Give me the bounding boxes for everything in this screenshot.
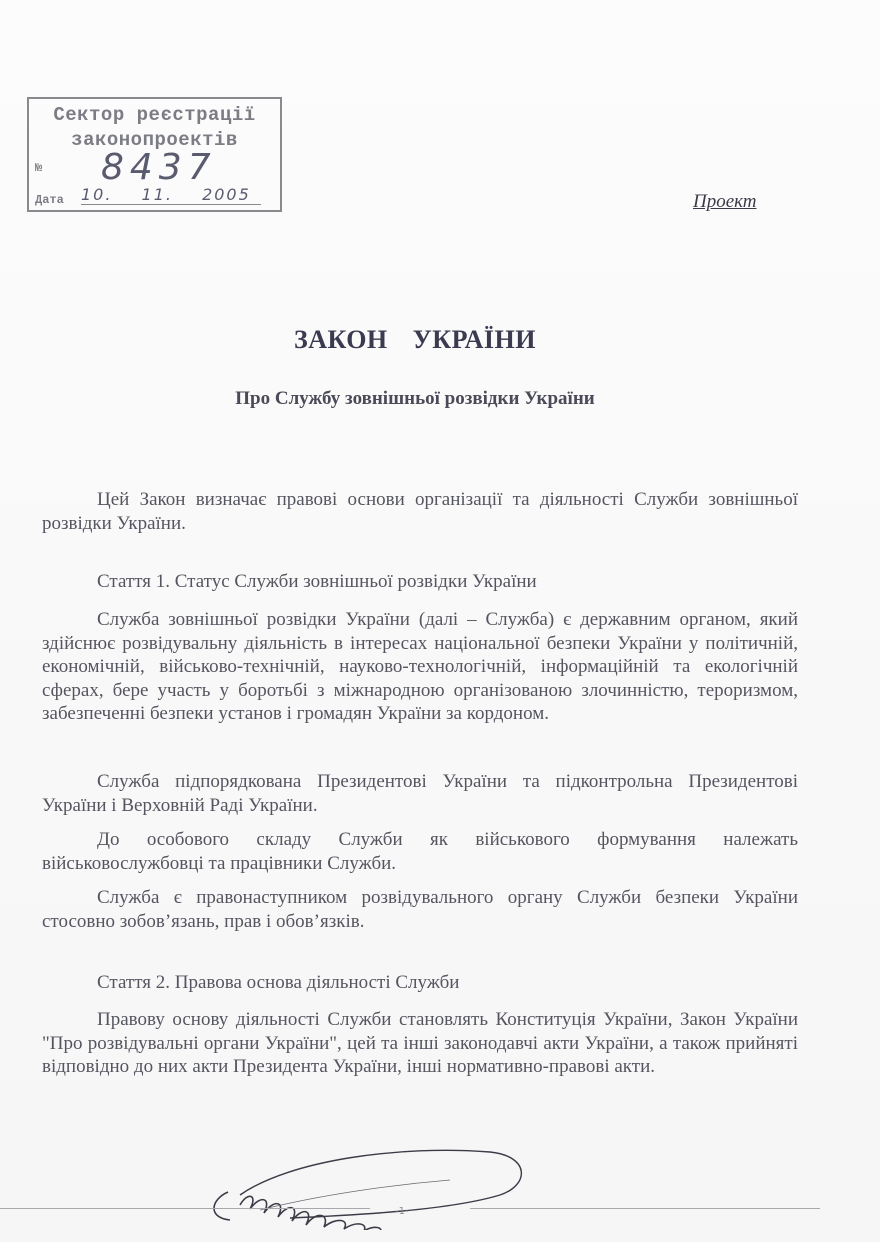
article-1-body-4 bbox=[42, 886, 798, 933]
footer-rule bbox=[0, 1208, 370, 1209]
signature-icon bbox=[200, 1140, 530, 1230]
article-1-paragraph: Служба є правонаступником розвідувального органу Служби безпеки України стосовно зобов’язань, прав і обов’язків. bbox=[42, 887, 798, 932]
stamp-title-line1: Сектор реєстрації bbox=[53, 104, 256, 126]
article-2-paragraph: Правову основу діяльності Служби становлять Конституція України, Закон України "Про розвідувальні органи України", цей та інші законодавчі акти України, а також прийняті відповідно до них акти Президента України, інші нормативно-правові акти. bbox=[42, 1009, 798, 1077]
article-1-body-3 bbox=[42, 828, 798, 875]
article-1-heading: Стаття 1. Статус Служби зовнішньої розвідки України bbox=[97, 571, 537, 592]
page-number: -1- bbox=[395, 1206, 409, 1217]
draft-label: Проект bbox=[693, 191, 757, 212]
article-1-body-2 bbox=[42, 770, 798, 817]
article-1-paragraph: Служба підпорядкована Президентові України та підконтрольна Президентові України і Верховній Раді України. bbox=[42, 771, 798, 816]
article-2-body bbox=[42, 1008, 798, 1079]
stamp-date-label: Дата bbox=[35, 193, 64, 207]
stamp-date: 10. 11. 2005 bbox=[81, 185, 261, 205]
article-1-body bbox=[42, 608, 798, 726]
stamp-registration-number: 8437 bbox=[101, 147, 217, 188]
document-title: ЗАКОН УКРАЇНИ bbox=[294, 325, 536, 354]
footer-rule bbox=[470, 1208, 820, 1209]
preamble-paragraph: Цей Закон визначає правові основи організації та діяльності Служби зовнішньої розвідки України. bbox=[42, 489, 798, 534]
document-subtitle: Про Службу зовнішньої розвідки України bbox=[235, 388, 595, 409]
stamp-title-line2: законопроектів bbox=[71, 129, 238, 151]
registration-stamp bbox=[27, 97, 282, 212]
stamp-number-label: № bbox=[35, 161, 43, 175]
preamble bbox=[42, 488, 798, 535]
article-1-paragraph: Служба зовнішньої розвідки України (далі – Служба) є державним органом, який здійснює розвідувальну діяльність в інтересах національної безпеки України у політичній, економічній, військово-технічній, науково-технологічній, інформаційній та екологічній сферах, бере участь у боротьбі з міжнародною організованою злочинністю, тероризмом, забезпеченні безпеки установ і громадян України за кордоном. bbox=[42, 609, 798, 724]
article-2-heading: Стаття 2. Правова основа діяльності Служби bbox=[97, 972, 460, 993]
article-1-paragraph: До особового складу Служби як військового формування належать військовослужбовці та працівники Служби. bbox=[42, 829, 798, 874]
